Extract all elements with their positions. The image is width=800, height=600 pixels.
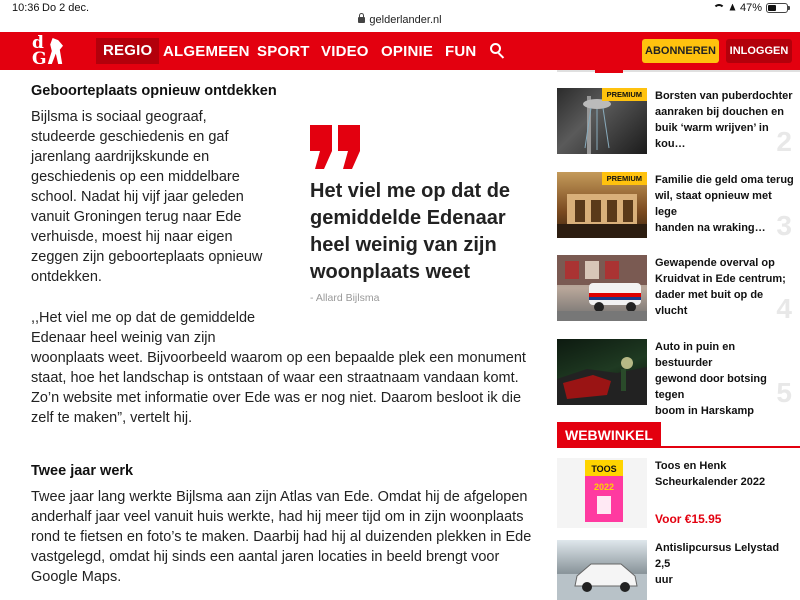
nav-item-opinie[interactable]: OPINIE	[381, 43, 434, 60]
crash-photo	[557, 339, 647, 405]
most-read-item[interactable]	[557, 339, 800, 417]
lock-icon	[358, 17, 365, 23]
main-navigation	[0, 32, 800, 70]
nav-item-sport[interactable]: SPORT	[257, 43, 310, 60]
date: Do 2 dec.	[42, 2, 90, 14]
article-title[interactable]: Borsten van puberdochter aanraken bij douchen en buik ‘warm wrijven’ in kou…	[655, 90, 793, 150]
paragraph-quote: ,,Het viel me op dat de gemiddelde Edenaar heel weinig van zijn woonplaats weet. Bijvoorbeeld waarom op een bepaalde plek een monument staat, hoe het landschap is ontstaan of waar een straatnaam vandaan komt. Zo’n website met informatie over Ede was er nog niet. Daarom besloot ik die zelf te maken”, vertelt hij.	[31, 310, 526, 426]
premium-badge: PREMIUM	[602, 172, 647, 185]
login-button[interactable]: INLOGGEN	[726, 39, 792, 63]
logo-letter-g: G	[32, 49, 47, 69]
rank-number: 5	[776, 377, 792, 408]
sidebar	[557, 70, 800, 600]
article-title[interactable]: Familie die geld oma terug wil, staat opnieuw met lege handen na wraking…	[655, 174, 794, 234]
most-read-item[interactable]	[557, 172, 800, 242]
clock: 10:36	[12, 2, 40, 14]
product-title[interactable]: Antislipcursus Lelystad 2,5 uur	[655, 542, 780, 586]
divider-accent	[595, 70, 623, 73]
battery-icon	[766, 3, 788, 13]
webwinkel-header[interactable]: WEBWINKEL	[557, 422, 661, 448]
nav-item-regio[interactable]: REGIO	[96, 38, 159, 64]
product-title[interactable]: Toos en Henk Scheurkalender 2022	[655, 460, 766, 488]
product-item[interactable]	[557, 458, 800, 532]
horse-icon	[47, 38, 63, 64]
calendar-cover-year: 2022	[593, 482, 615, 492]
calendar-cover-title: TOOS	[591, 464, 617, 474]
logo-letter-d: d	[32, 33, 44, 53]
address-bar[interactable]	[0, 14, 800, 26]
article-title[interactable]: Auto in puin en bestuurder gewond door botsing tegen boom in Harskamp	[655, 341, 767, 417]
search-icon[interactable]	[490, 43, 506, 59]
gelderlander-logo[interactable]	[30, 34, 66, 68]
paragraph-work: Twee jaar lang werkte Bijlsma aan zijn Atlas van Ede. Omdat hij de afgelopen anderhalf jaar veel vanuit huis werkte, had hij meer tijd om in zijn woonplaats rond te fietsen en foto’s te maken. Daarbij had hij al duizenden plekken in Ede vastgelegd, omdat hij sinds een aantal jaren locaties in beeld brengt voor Google Maps.	[31, 489, 532, 585]
police-car-photo	[557, 255, 647, 321]
article-thumbnail[interactable]	[557, 255, 647, 321]
article-thumbnail[interactable]	[557, 339, 647, 405]
subscribe-button[interactable]: ABONNEREN	[642, 39, 719, 63]
quote-author: - Allard Bijlsma	[310, 292, 380, 304]
rank-number: 4	[776, 293, 792, 324]
divider	[557, 70, 800, 72]
url-text: gelderlander.nl	[369, 14, 442, 26]
paragraph-intro: Bijlsma is sociaal geograaf, studeerde geschiedenis en gaf jarenlang aardrijkskunde en geschiedenis op een middelbare school. Nadat hij vijf jaar geleden vanuit Groningen terug naar Ede verhuisde, moest hij naar eigen zeggen zijn geboorteplaats opnieuw ontdekken.	[31, 109, 263, 285]
article-thumbnail[interactable]	[557, 88, 647, 154]
pull-quote: Het viel me op dat de gemiddelde Edenaar heel weinig van zijn woonplaats weet	[310, 180, 511, 283]
article-body	[0, 70, 540, 600]
battery-percent: 47%	[739, 2, 762, 14]
article-title[interactable]: Gewapende overval op Kruidvat in Ede centrum; dader met buit op de vlucht	[655, 257, 786, 317]
product-thumbnail[interactable]	[557, 540, 647, 600]
product-item[interactable]	[557, 540, 800, 600]
car-photo	[557, 540, 647, 600]
nav-item-algemeen[interactable]: ALGEMEEN	[163, 43, 250, 60]
premium-badge: PREMIUM	[602, 88, 647, 101]
subheading-twee-jaar: Twee jaar werk	[31, 463, 134, 479]
most-read-item[interactable]	[557, 255, 800, 325]
rank-number: 2	[776, 126, 792, 157]
nav-item-video[interactable]: VIDEO	[321, 43, 369, 60]
status-icons	[713, 2, 788, 14]
article-thumbnail[interactable]	[557, 172, 647, 238]
subheading-geboorteplaats: Geboorteplaats opnieuw ontdekken	[31, 83, 277, 99]
quote-icon	[310, 125, 362, 169]
location-icon	[728, 3, 738, 13]
most-read-item[interactable]	[557, 88, 800, 158]
product-thumbnail[interactable]	[557, 458, 647, 528]
status-bar	[0, 0, 800, 32]
rank-number: 3	[776, 210, 792, 241]
product-price: Voor €15.95	[655, 512, 722, 526]
nav-item-fun[interactable]: FUN	[445, 43, 477, 60]
wifi-icon	[713, 4, 725, 13]
calendar-photo	[557, 458, 647, 528]
